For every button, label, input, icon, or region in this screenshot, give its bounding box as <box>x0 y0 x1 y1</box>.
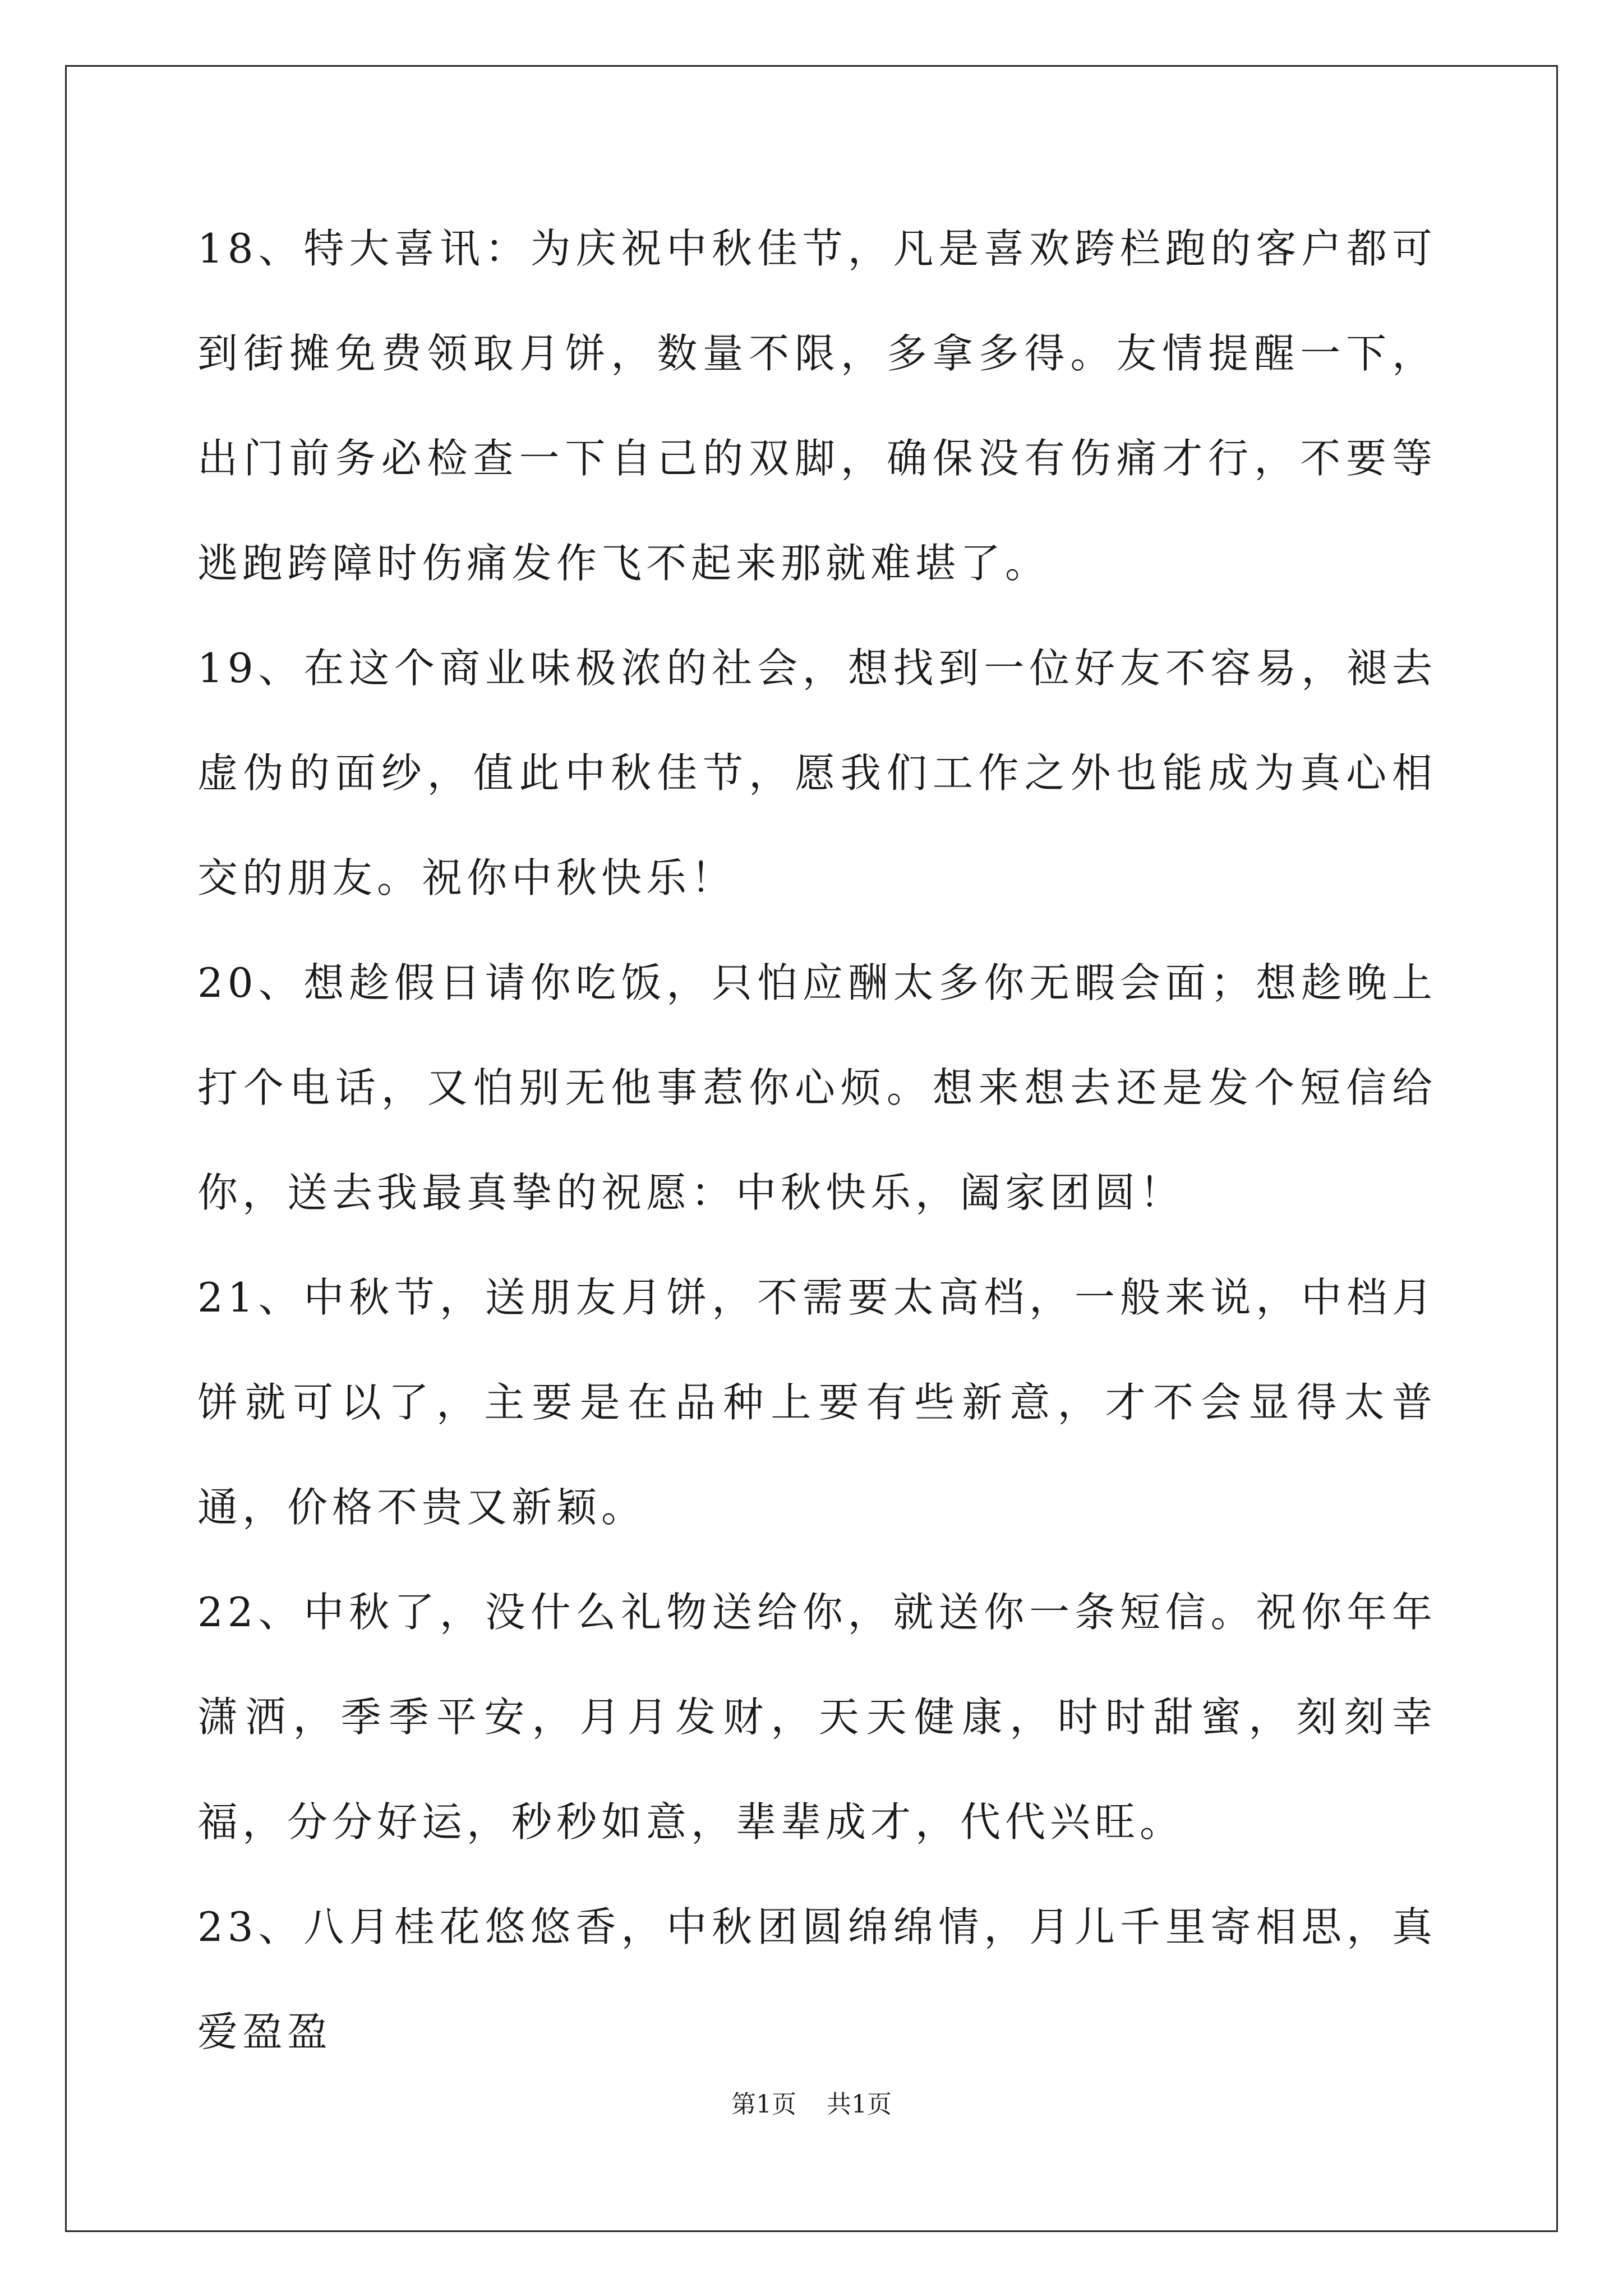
paragraph-23: 23、八月桂花悠悠香，中秋团圆绵绵情，月儿千里寄相思，真爱盈盈 <box>197 1903 1437 2055</box>
page-total: 共1页 <box>827 2090 892 2119</box>
paragraph-18: 18、特大喜讯：为庆祝中秋佳节，凡是喜欢跨栏跑的客户都可到街摊免费领取月饼，数量不限，多拿多得。友情提醒一下，出门前务必检查一下自己的双脚，确保没有伤痛才行，不要等逃跑跨障时伤痛发作飞不起来那就难堪了。 <box>197 225 1437 587</box>
paragraph-21: 21、中秋节，送朋友月饼，不需要太高档，一般来说，中档月饼就可以了，主要是在品种上要有些新意，才不会显得太普通，价格不贵又新颖。 <box>197 1274 1437 1531</box>
paragraph-20: 20、想趁假日请你吃饭，只怕应酬太多你无暇会面；想趁晚上打个电话，又怕别无他事惹你心烦。想来想去还是发个短信给你，送去我最真挚的祝愿：中秋快乐，阖家团圆！ <box>197 959 1437 1216</box>
paragraph-19: 19、在这个商业味极浓的社会，想找到一位好友不容易，褪去虚伪的面纱，值此中秋佳节，愿我们工作之外也能成为真心相交的朋友。祝你中秋快乐！ <box>197 645 1437 901</box>
paragraph-22: 22、中秋了，没什么礼物送给你，就送你一条短信。祝你年年潇洒，季季平安，月月发财，天天健康，时时甜蜜，刻刻幸福，分分好运，秒秒如意，辈辈成才，代代兴旺。 <box>197 1589 1437 1846</box>
document-body <box>197 196 1437 2085</box>
page-footer <box>0 2088 1623 2122</box>
page-number: 第1页 <box>731 2090 796 2119</box>
